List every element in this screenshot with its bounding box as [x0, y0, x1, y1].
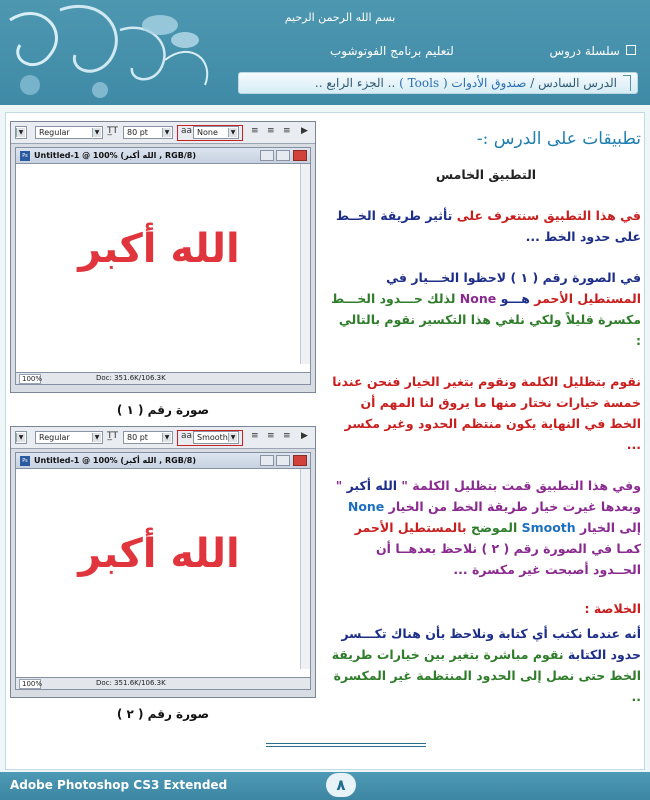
- minimize-button[interactable]: [260, 150, 274, 161]
- summary-title: الخلاصة :: [584, 601, 641, 616]
- lesson-topic: صندوق الأدوات ( Tools ): [399, 76, 527, 90]
- photoshop-window-1: [10, 121, 316, 393]
- summary-paragraph: أنه عندما نكتب أي كتابة ونلاحظ بأن هناك تكـــسر حدود الكتابة نقوم مباشرة بتغير بين خيارات طريقة الخط حتى نصل إلى الحدود المنتظمة غير المكسرة ..: [331, 626, 641, 704]
- decorative-swirl-icon: [0, 0, 240, 105]
- close-button[interactable]: [293, 455, 307, 466]
- zoom-field[interactable]: 100%: [19, 679, 41, 689]
- lesson-text-column: [331, 121, 641, 707]
- antialias-icon: aa: [181, 431, 193, 441]
- caption-2: صورة رقم ( ٢ ): [116, 707, 210, 721]
- zoom-field[interactable]: 100%: [19, 374, 41, 384]
- page-number: ٨: [326, 773, 356, 797]
- lesson-title: الدرس السادس / صندوق الأدوات ( Tools ) .. الجزء الرابع ..: [314, 76, 617, 90]
- document-canvas[interactable]: [15, 469, 311, 677]
- canvas-text: الله أكبر: [78, 531, 240, 577]
- ps-app-icon: Ps: [20, 456, 30, 466]
- doc-size: Doc: 351.6K/106.3K: [96, 374, 166, 382]
- ps-app-icon: Ps: [20, 151, 30, 161]
- bracket-icon: [623, 75, 631, 91]
- doc-size: Doc: 351.6K/106.3K: [96, 679, 166, 687]
- text-color-icon[interactable]: ▶: [301, 126, 308, 136]
- caption-1: صورة رقم ( ١ ): [116, 403, 210, 417]
- text-color-icon[interactable]: ▶: [301, 431, 308, 441]
- paragraph-4: وفي هذا التطبيق قمت بتظليل الكلمة " الله أكبر " وبعدها غيرت خيار طريقة الخط من الخيار None إلى الخيار Smooth الموضح بالمستطيل الأحمر كمـا في الصورة رقم ( ٢ ) نلاحظ بعدهــا أن الحــدود أصبحت غير مكسرة ...: [335, 478, 641, 577]
- font-size-dropdown[interactable]: 80 pt ▼: [123, 431, 173, 444]
- course-label: لتعليم برنامج الفوتوشوب: [330, 44, 454, 58]
- canvas-text: الله أكبر: [78, 226, 240, 272]
- series-checkbox-icon: [626, 45, 636, 55]
- align-center-icon[interactable]: ≡: [267, 126, 275, 136]
- options-bar: [11, 122, 315, 144]
- header-banner: [0, 0, 650, 105]
- section-title: تطبيقات على الدرس :-: [476, 129, 641, 149]
- divider: [266, 743, 426, 747]
- paragraph-2: في الصورة رقم ( ١ ) لاحظوا الخـــيار في المستطيل الأحمر هـــو None لذلك حـــدود الخـــط مكسرة قليلاً ولكي نلغي هذا التكسير نقوم بالتالي :: [331, 270, 641, 348]
- antialias-dropdown[interactable]: None ▼: [193, 126, 239, 139]
- align-center-icon[interactable]: ≡: [267, 431, 275, 441]
- font-style-dropdown[interactable]: Regular ▼: [35, 431, 103, 444]
- maximize-button[interactable]: [276, 455, 290, 466]
- footer-bar: [0, 772, 650, 800]
- document-title: Untitled-1 @ 100% (الله أكبر , RGB/8): [34, 456, 196, 465]
- content-panel: [5, 112, 645, 770]
- font-style-dropdown[interactable]: Regular ▼: [35, 126, 103, 139]
- close-button[interactable]: [293, 150, 307, 161]
- tool-preset-dropdown[interactable]: ▼: [15, 431, 27, 444]
- align-left-icon[interactable]: ≡: [251, 431, 259, 441]
- font-size-dropdown[interactable]: 80 pt ▼: [123, 126, 173, 139]
- status-bar: [15, 677, 311, 690]
- document-title: Untitled-1 @ 100% (الله أكبر , RGB/8): [34, 151, 196, 160]
- options-bar: [11, 427, 315, 449]
- status-bar: [15, 372, 311, 385]
- paragraph-3: نقوم بتظليل الكلمة ونقوم بتغير الخيار فنحن عندنا خمسة خيارات نختار منها ما يروق لنا المهم أن الخط في النهاية يكون منتظم الحدود وغير مكسر ...: [332, 374, 641, 452]
- document-titlebar: [15, 147, 311, 164]
- document-titlebar: [15, 452, 311, 469]
- maximize-button[interactable]: [276, 150, 290, 161]
- paragraph-1: في هذا التطبيق سنتعرف على تأثير طريقة الخــط على حدود الخط ...: [335, 208, 641, 244]
- product-name: Adobe Photoshop CS3 Extended: [10, 778, 228, 792]
- vertical-scrollbar[interactable]: [300, 469, 310, 669]
- antialias-dropdown[interactable]: Smooth ▼: [193, 431, 239, 444]
- tool-preset-dropdown[interactable]: ▼: [15, 126, 27, 139]
- font-size-icon: T̲T: [107, 431, 118, 441]
- basmala: بسم الله الرحمن الرحيم: [284, 11, 396, 24]
- lesson-bar: [238, 72, 638, 94]
- font-size-icon: T̲T: [107, 126, 118, 136]
- vertical-scrollbar[interactable]: [300, 164, 310, 364]
- application-title: التطبيق الخامس: [435, 167, 537, 182]
- minimize-button[interactable]: [260, 455, 274, 466]
- lesson-part: .. الجزء الرابع ..: [314, 76, 396, 90]
- align-left-icon[interactable]: ≡: [251, 126, 259, 136]
- series-label: سلسلة دروس: [549, 44, 620, 58]
- photoshop-window-2: [10, 426, 316, 698]
- align-right-icon[interactable]: ≡: [283, 431, 291, 441]
- antialias-icon: aa: [181, 126, 193, 136]
- document-canvas[interactable]: [15, 164, 311, 372]
- align-right-icon[interactable]: ≡: [283, 126, 291, 136]
